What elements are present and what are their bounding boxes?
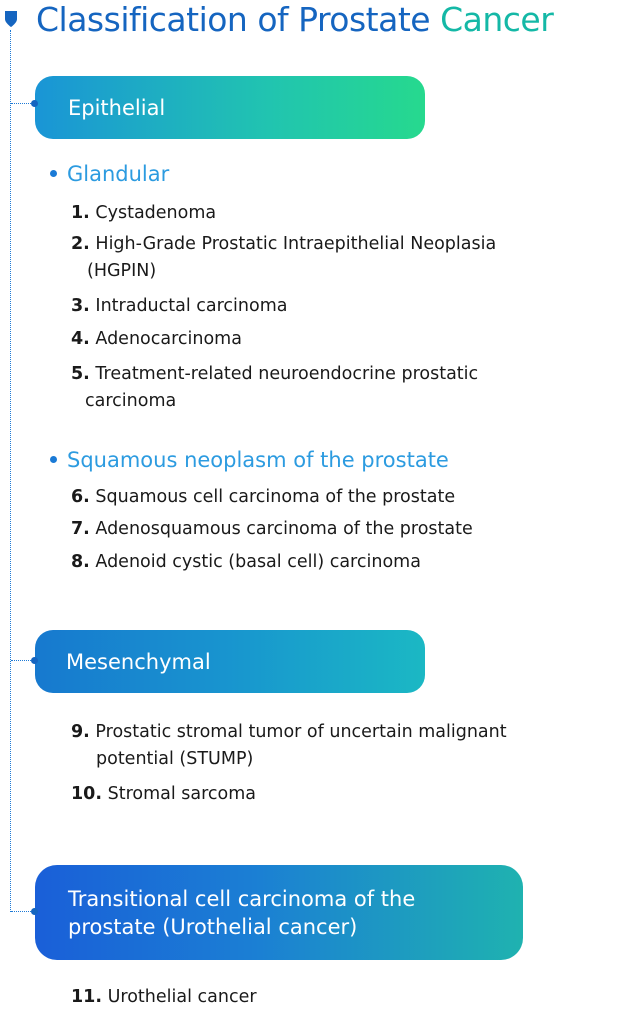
list-item bbox=[71, 200, 216, 227]
item-number: 3. bbox=[71, 296, 90, 316]
list-item bbox=[71, 326, 242, 353]
list-item bbox=[71, 719, 507, 773]
section-header-epithelial bbox=[35, 76, 425, 139]
section-header-transitional bbox=[35, 865, 523, 960]
item-number: 5. bbox=[71, 364, 90, 384]
list-item bbox=[71, 361, 478, 415]
list-item bbox=[71, 516, 473, 543]
item-number: 4. bbox=[71, 329, 90, 349]
item-number: 1. bbox=[71, 203, 90, 223]
item-text-continued: (HGPIN) bbox=[87, 261, 157, 281]
page-title bbox=[36, 0, 553, 40]
title-accent: Cancer bbox=[440, 0, 554, 39]
section-label-transitional-line2: prostate (Urothelial cancer) bbox=[68, 914, 358, 939]
section-label-epithelial: Epithelial bbox=[68, 95, 166, 120]
item-text: Squamous cell carcinoma of the prostate bbox=[95, 487, 456, 507]
item-text: Treatment-related neuroendocrine prostatic bbox=[95, 364, 479, 384]
section-label-mesenchymal: Mesenchymal bbox=[66, 649, 211, 674]
subheading-glandular bbox=[50, 160, 169, 188]
subheading-squamous-label: Squamous neoplasm of the prostate bbox=[67, 448, 449, 472]
section-header-mesenchymal bbox=[35, 630, 425, 693]
connector-dot-mesenchymal bbox=[31, 657, 38, 664]
section-label-transitional-line1: Transitional cell carcinoma of the bbox=[68, 886, 416, 911]
item-number: 10. bbox=[71, 784, 103, 804]
item-text: Adenocarcinoma bbox=[95, 329, 242, 349]
item-number: 2. bbox=[71, 234, 90, 254]
list-item bbox=[71, 484, 455, 511]
item-text: Stromal sarcoma bbox=[107, 784, 257, 804]
item-number: 7. bbox=[71, 519, 90, 539]
item-number: 9. bbox=[71, 722, 90, 742]
list-item bbox=[71, 984, 257, 1011]
item-text: Cystadenoma bbox=[95, 203, 217, 223]
item-number: 8. bbox=[71, 552, 90, 572]
item-text: Prostatic stromal tumor of uncertain malignant bbox=[95, 722, 507, 742]
item-number: 11. bbox=[71, 987, 103, 1007]
item-text: Urothelial cancer bbox=[107, 987, 257, 1007]
connector-dot-transitional bbox=[31, 908, 38, 915]
connector-dot-epithelial bbox=[31, 100, 38, 107]
item-number: 6. bbox=[71, 487, 90, 507]
list-item bbox=[71, 549, 421, 576]
item-text-continued: potential (STUMP) bbox=[96, 749, 254, 769]
shield-icon bbox=[4, 10, 18, 28]
list-item bbox=[71, 293, 287, 320]
bullet-icon bbox=[50, 456, 57, 463]
item-text: Adenoid cystic (basal cell) carcinoma bbox=[95, 552, 421, 572]
subheading-glandular-label: Glandular bbox=[67, 162, 170, 186]
tree-connector-vertical bbox=[10, 30, 11, 912]
item-text: High-Grade Prostatic Intraepithelial Neoplasia bbox=[95, 234, 497, 254]
list-item bbox=[71, 231, 496, 285]
subheading-squamous bbox=[50, 446, 449, 474]
title-main: Classification of Prostate bbox=[36, 0, 431, 39]
list-item bbox=[71, 781, 256, 808]
item-text: Adenosquamous carcinoma of the prostate bbox=[95, 519, 473, 539]
bullet-icon bbox=[50, 170, 57, 177]
item-text-continued: carcinoma bbox=[85, 391, 177, 411]
item-text: Intraductal carcinoma bbox=[95, 296, 288, 316]
